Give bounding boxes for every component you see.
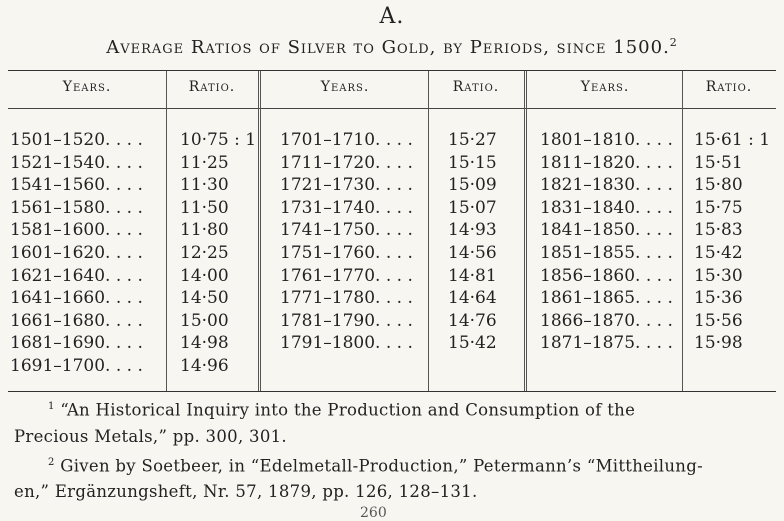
- row-years: 1841–1850. . . .: [540, 220, 673, 241]
- row-ratio: 15·15: [448, 152, 497, 173]
- header-ratio-3: Ratio.: [705, 79, 753, 95]
- row-ratio: 15·75: [694, 197, 743, 218]
- header-ratio-2: Ratio.: [452, 79, 500, 95]
- footnote-text: “An Historical Inquiry into the Production and Consumption of the: [60, 400, 636, 420]
- years-column-1: [10, 129, 143, 378]
- row-years: 1871–1875. . . .: [540, 333, 673, 354]
- row-years: 1691–1700. . . .: [10, 355, 143, 376]
- column-divider: [428, 71, 429, 391]
- row-ratio: 15·61 : 1: [694, 130, 771, 150]
- row-ratio: 14·93: [448, 220, 497, 241]
- header-years-1: Years.: [62, 79, 112, 95]
- row-years: 1856–1860. . . .: [540, 265, 673, 286]
- section-heading: A.: [379, 4, 405, 29]
- row-ratio: 15·36: [694, 288, 743, 309]
- row-ratio: 11·25: [180, 152, 229, 173]
- row-ratio: 11·80: [180, 220, 229, 241]
- row-ratio: 14·50: [180, 288, 229, 309]
- years-column-2: [280, 129, 413, 355]
- row-ratio: 12·25: [180, 242, 229, 263]
- footnote-1-cont: Precious Metals,” pp. 300, 301.: [14, 426, 287, 446]
- row-years: 1601–1620. . . .: [10, 242, 143, 263]
- row-years: 1681–1690. . . .: [10, 333, 143, 354]
- row-years: 1541–1560. . . .: [10, 175, 143, 196]
- footnote-marker: 1: [48, 401, 55, 412]
- title-footnote-marker: 2: [669, 36, 678, 49]
- header-years-2: Years.: [320, 79, 370, 95]
- row-years: 1741–1750. . . .: [280, 220, 413, 241]
- row-years: 1521–1540. . . .: [10, 152, 143, 173]
- footnote-marker: 2: [48, 456, 55, 468]
- row-years: 1851–1855. . . .: [540, 242, 673, 263]
- row-years: 1791–1800. . . .: [280, 333, 413, 354]
- column-divider: [682, 71, 683, 391]
- row-ratio: 15·83: [694, 220, 743, 241]
- row-ratio: 15·00: [180, 310, 229, 331]
- ratio-column-1: [180, 129, 256, 378]
- row-ratio: 11·50: [180, 197, 229, 218]
- ratio-table: [8, 70, 776, 392]
- footnote-2: [14, 450, 776, 480]
- row-years: 1701–1710. . . .: [280, 130, 413, 150]
- row-ratio: 15·07: [448, 197, 497, 218]
- group-divider: [258, 71, 261, 391]
- row-years: 1771–1780. . . .: [280, 288, 413, 309]
- row-ratio: 14·76: [448, 310, 497, 331]
- ratio-column-2: [448, 129, 497, 355]
- header-years-3: Years.: [580, 79, 630, 95]
- row-ratio: 15·09: [448, 175, 497, 196]
- row-ratio: 15·51: [694, 152, 743, 173]
- row-ratio: 15·30: [694, 265, 743, 286]
- row-ratio: 14·98: [180, 333, 229, 354]
- column-divider: [166, 71, 167, 391]
- row-years: 1731–1740. . . .: [280, 197, 413, 218]
- row-years: 1821–1830. . . .: [540, 175, 673, 196]
- row-years: 1621–1640. . . .: [10, 265, 143, 286]
- table-title: [0, 36, 784, 58]
- row-ratio: 15·42: [694, 242, 743, 263]
- row-years: 1781–1790. . . .: [280, 310, 413, 331]
- row-years: 1761–1770. . . .: [280, 265, 413, 286]
- table-title-text: Average Ratios of Silver to Gold, by Periods, since 1500.: [106, 37, 670, 58]
- footnote-1: [14, 394, 776, 424]
- row-years: 1561–1580. . . .: [10, 197, 143, 218]
- row-years: 1866–1870. . . .: [540, 310, 673, 331]
- group-divider: [524, 71, 527, 391]
- row-ratio: 15·80: [694, 175, 743, 196]
- row-years: 1641–1660. . . .: [10, 288, 143, 309]
- ratio-column-3: [694, 129, 770, 355]
- row-ratio: 14·81: [448, 265, 497, 286]
- page-number: 260: [360, 505, 387, 521]
- row-years: 1721–1730. . . .: [280, 175, 413, 196]
- row-ratio: 15·42: [448, 333, 497, 354]
- row-years: 1831–1840. . . .: [540, 197, 673, 218]
- row-ratio: 14·00: [180, 265, 229, 286]
- footnote-2-cont: en,” Ergänzungsheft, Nr. 57, 1879, pp. 126, 128–131.: [14, 482, 478, 501]
- row-ratio: 10·75 : 1: [180, 130, 257, 150]
- row-ratio: 14·56: [448, 242, 497, 263]
- row-years: 1581–1600. . . .: [10, 220, 143, 241]
- row-ratio: 15·56: [694, 310, 743, 331]
- footnotes: [14, 394, 776, 505]
- years-column-3: [540, 129, 673, 355]
- row-years: 1751–1760. . . .: [280, 242, 413, 263]
- row-years: 1501–1520. . . .: [10, 130, 143, 150]
- row-ratio: 11·30: [180, 175, 229, 196]
- row-ratio: 14·96: [180, 355, 229, 376]
- row-ratio: 14·64: [448, 288, 497, 309]
- row-years: 1811–1820. . . .: [540, 152, 673, 173]
- row-ratio: 15·27: [448, 130, 497, 150]
- row-years: 1711–1720. . . .: [280, 152, 413, 173]
- header-ratio-1: Ratio.: [188, 79, 236, 95]
- row-years: 1861–1865. . . .: [540, 288, 673, 309]
- row-years: 1801–1810. . . .: [540, 130, 673, 150]
- row-years: 1661–1680. . . .: [10, 310, 143, 331]
- row-ratio: 15·98: [694, 333, 743, 354]
- footnote-text: Given by Soetbeer, in “Edelmetall-Production,” Petermann’s “Mittheilung-: [60, 456, 703, 475]
- header-rule: [8, 108, 776, 109]
